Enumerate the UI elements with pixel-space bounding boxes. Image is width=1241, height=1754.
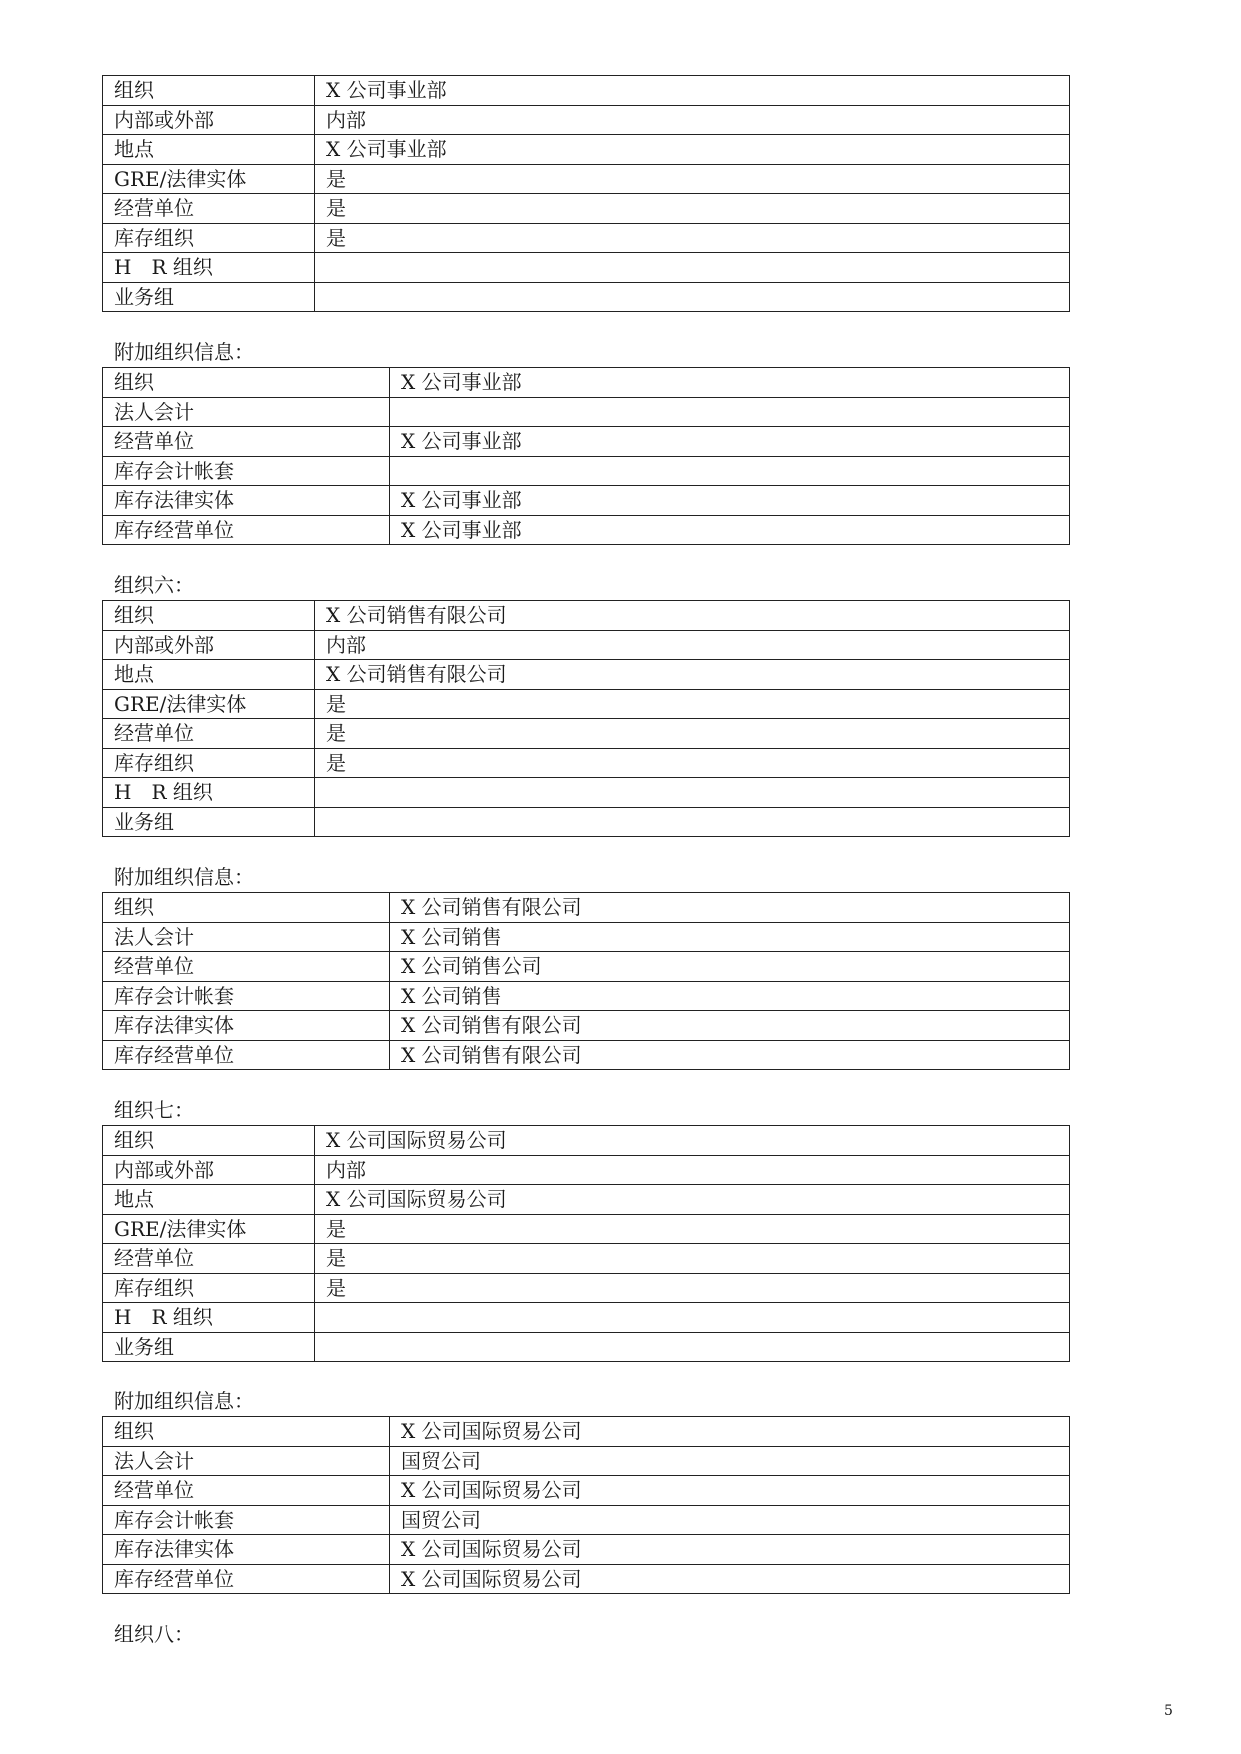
row-label: H R 组织 <box>103 1303 315 1333</box>
row-value <box>390 397 1070 427</box>
table-row <box>103 601 1070 631</box>
row-value: 是 <box>315 748 1070 778</box>
row-label: GRE/法律实体 <box>103 164 315 194</box>
table-row <box>103 486 1070 516</box>
row-value <box>315 1332 1070 1362</box>
table-row <box>103 1273 1070 1303</box>
row-label: 业务组 <box>103 1332 315 1362</box>
row-label: 组织 <box>103 76 315 106</box>
row-label: 经营单位 <box>103 427 390 457</box>
row-value: 是 <box>315 164 1070 194</box>
row-label: 内部或外部 <box>103 105 315 135</box>
row-label: 库存法律实体 <box>103 486 390 516</box>
table-row <box>103 660 1070 690</box>
row-label: 库存组织 <box>103 223 315 253</box>
row-label: 经营单位 <box>103 719 315 749</box>
row-label: 业务组 <box>103 807 315 837</box>
table-row <box>103 1126 1070 1156</box>
row-value <box>315 778 1070 808</box>
row-label: 地点 <box>103 1185 315 1215</box>
table-row <box>103 893 1070 923</box>
table-row <box>103 778 1070 808</box>
row-label: 库存会计帐套 <box>103 1505 390 1535</box>
table-row <box>103 922 1070 952</box>
row-value: 是 <box>315 1273 1070 1303</box>
table-row <box>103 164 1070 194</box>
table-row <box>103 1214 1070 1244</box>
row-label: 组织 <box>103 601 315 631</box>
row-value <box>315 1303 1070 1333</box>
table-row <box>103 515 1070 545</box>
row-value: 是 <box>315 194 1070 224</box>
row-value: X 公司销售有限公司 <box>390 1040 1070 1070</box>
row-value: X 公司事业部 <box>315 76 1070 106</box>
row-value: 是 <box>315 223 1070 253</box>
additional-info-table-7 <box>102 1416 1070 1594</box>
row-value: 国贸公司 <box>390 1446 1070 1476</box>
table-row <box>103 807 1070 837</box>
row-value: X 公司事业部 <box>390 368 1070 398</box>
row-label: 经营单位 <box>103 194 315 224</box>
org-table-7 <box>102 1125 1070 1362</box>
row-label: 法人会计 <box>103 397 390 427</box>
section-caption: 附加组织信息： <box>114 340 254 364</box>
row-value: X 公司国际贸易公司 <box>390 1476 1070 1506</box>
table-row <box>103 427 1070 457</box>
table-row <box>103 1040 1070 1070</box>
org-table-6 <box>102 600 1070 837</box>
row-value: 国贸公司 <box>390 1505 1070 1535</box>
table-row <box>103 1303 1070 1333</box>
row-value: X 公司事业部 <box>390 427 1070 457</box>
table-row <box>103 1564 1070 1594</box>
row-value: 是 <box>315 719 1070 749</box>
table-row <box>103 1505 1070 1535</box>
table-row <box>103 689 1070 719</box>
row-value <box>315 282 1070 312</box>
row-value <box>390 456 1070 486</box>
row-value: 内部 <box>315 630 1070 660</box>
table-row <box>103 1446 1070 1476</box>
row-value: X 公司销售有限公司 <box>315 601 1070 631</box>
row-value <box>315 253 1070 283</box>
row-value: X 公司销售有限公司 <box>315 660 1070 690</box>
row-label: 法人会计 <box>103 922 390 952</box>
additional-info-table-6 <box>102 892 1070 1070</box>
row-value <box>315 807 1070 837</box>
section-caption: 组织八： <box>114 1622 194 1646</box>
row-value: X 公司销售 <box>390 922 1070 952</box>
row-label: 经营单位 <box>103 952 390 982</box>
table-row <box>103 630 1070 660</box>
row-label: GRE/法律实体 <box>103 1214 315 1244</box>
row-label: 库存法律实体 <box>103 1011 390 1041</box>
table-row <box>103 282 1070 312</box>
table-row <box>103 397 1070 427</box>
row-label: 库存组织 <box>103 748 315 778</box>
row-value: X 公司销售有限公司 <box>390 893 1070 923</box>
row-value: X 公司销售有限公司 <box>390 1011 1070 1041</box>
table-row <box>103 1535 1070 1565</box>
section-caption: 组织七： <box>114 1098 194 1122</box>
row-value: 内部 <box>315 105 1070 135</box>
row-value: 内部 <box>315 1155 1070 1185</box>
additional-info-table-1 <box>102 367 1070 545</box>
row-value: X 公司销售公司 <box>390 952 1070 982</box>
row-value: 是 <box>315 1244 1070 1274</box>
row-value: X 公司国际贸易公司 <box>390 1417 1070 1447</box>
row-label: 内部或外部 <box>103 1155 315 1185</box>
row-label: 库存法律实体 <box>103 1535 390 1565</box>
table-row <box>103 748 1070 778</box>
table-row <box>103 952 1070 982</box>
section-caption: 组织六： <box>114 573 194 597</box>
table-row <box>103 1244 1070 1274</box>
row-label: 库存组织 <box>103 1273 315 1303</box>
row-label: 库存经营单位 <box>103 1564 390 1594</box>
org-table-1 <box>102 75 1070 312</box>
row-label: 经营单位 <box>103 1476 390 1506</box>
row-label: 法人会计 <box>103 1446 390 1476</box>
row-value: 是 <box>315 1214 1070 1244</box>
row-value: X 公司国际贸易公司 <box>315 1185 1070 1215</box>
row-label: 地点 <box>103 135 315 165</box>
table-row <box>103 1155 1070 1185</box>
page-number: 5 <box>1164 1703 1173 1719</box>
row-value: 是 <box>315 689 1070 719</box>
table-row <box>103 76 1070 106</box>
row-label: 库存会计帐套 <box>103 981 390 1011</box>
table-row <box>103 719 1070 749</box>
section-caption: 附加组织信息： <box>114 1389 254 1413</box>
table-row <box>103 981 1070 1011</box>
table-row <box>103 105 1070 135</box>
table-row <box>103 456 1070 486</box>
row-value: X 公司销售 <box>390 981 1070 1011</box>
table-row <box>103 368 1070 398</box>
row-label: 组织 <box>103 893 390 923</box>
table-row <box>103 223 1070 253</box>
table-row <box>103 253 1070 283</box>
row-value: X 公司事业部 <box>390 486 1070 516</box>
row-label: H R 组织 <box>103 253 315 283</box>
row-label: 地点 <box>103 660 315 690</box>
row-label: 库存经营单位 <box>103 1040 390 1070</box>
row-label: 组织 <box>103 1417 390 1447</box>
section-caption: 附加组织信息： <box>114 865 254 889</box>
row-label: 内部或外部 <box>103 630 315 660</box>
row-value: X 公司国际贸易公司 <box>390 1564 1070 1594</box>
row-label: 组织 <box>103 368 390 398</box>
row-label: GRE/法律实体 <box>103 689 315 719</box>
row-value: X 公司事业部 <box>315 135 1070 165</box>
row-label: 业务组 <box>103 282 315 312</box>
table-row <box>103 135 1070 165</box>
row-label: H R 组织 <box>103 778 315 808</box>
table-row <box>103 1476 1070 1506</box>
row-value: X 公司国际贸易公司 <box>390 1535 1070 1565</box>
table-row <box>103 194 1070 224</box>
row-value: X 公司事业部 <box>390 515 1070 545</box>
row-label: 库存经营单位 <box>103 515 390 545</box>
table-row <box>103 1417 1070 1447</box>
row-label: 库存会计帐套 <box>103 456 390 486</box>
row-value: X 公司国际贸易公司 <box>315 1126 1070 1156</box>
table-row <box>103 1185 1070 1215</box>
table-row <box>103 1332 1070 1362</box>
row-label: 组织 <box>103 1126 315 1156</box>
row-label: 经营单位 <box>103 1244 315 1274</box>
table-row <box>103 1011 1070 1041</box>
